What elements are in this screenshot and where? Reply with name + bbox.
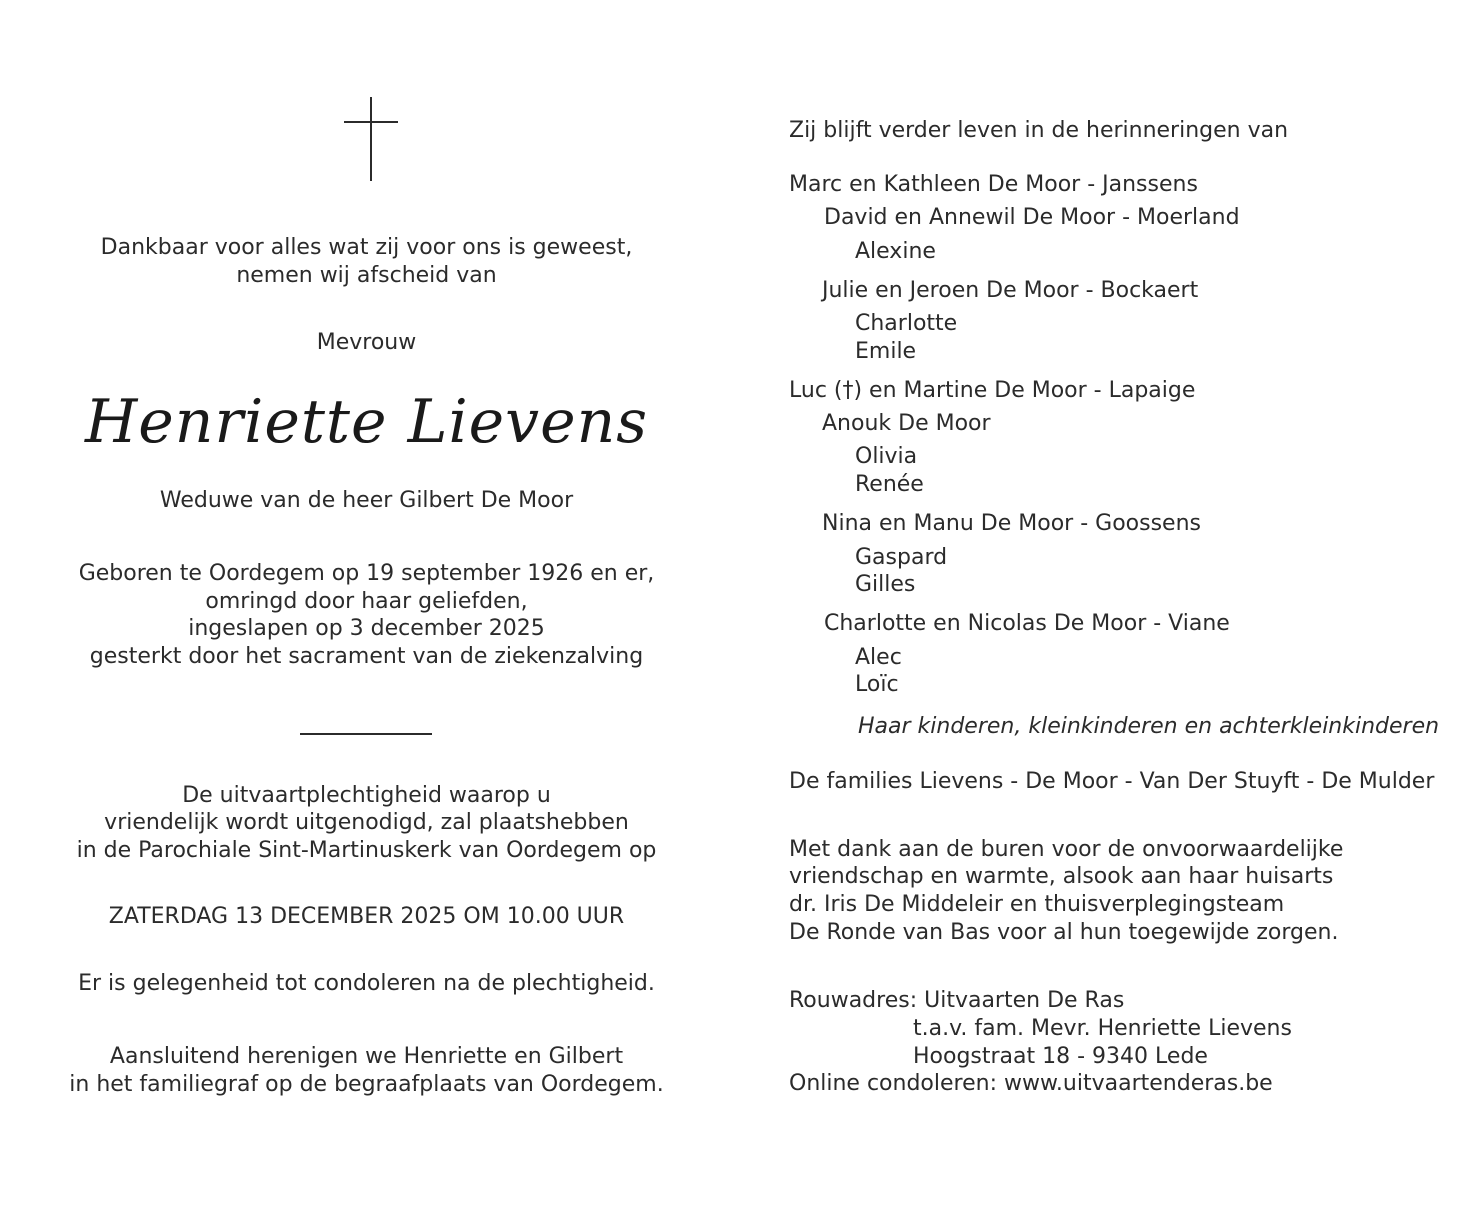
birth-line-3: ingeslapen op 3 december 2025 (188, 616, 545, 641)
thanks-line-1: Met dank aan de buren voor de onvoorwaardelijke (789, 837, 1344, 862)
birth-line-1: Geboren te Oordegem op 19 september 1926 en er, (78, 561, 655, 586)
condolence-note: Er is gelegenheid tot condoleren na de plechtigheid. (78, 971, 655, 996)
family-member: David en Annewil De Moor - Moerland (824, 205, 1240, 230)
memory-heading: Zij blijft verder leven in de herinneringen van (789, 118, 1289, 143)
ceremony-line-3: in de Parochiale Sint-Martinuskerk van Oordegem op (76, 838, 657, 863)
family-member: Charlotte en Nicolas De Moor - Viane (824, 611, 1230, 636)
ceremony-date: ZATERDAG 13 DECEMBER 2025 OM 10.00 UUR (108, 904, 625, 929)
address-line-3: Hoogstraat 18 - 9340 Lede (913, 1044, 1208, 1069)
children-caption: Haar kinderen, kleinkinderen en achterkleinkinderen (858, 714, 1440, 739)
family-member: Alexine (855, 239, 936, 264)
thanks-line-2: vriendschap en warmte, alsook aan haar huisarts (789, 864, 1334, 889)
family-member: Alec (855, 645, 902, 670)
family-member: Nina en Manu De Moor - Goossens (822, 511, 1201, 536)
family-member: Anouk De Moor (822, 411, 991, 436)
divider (300, 733, 432, 735)
widow-of: Weduwe van de heer Gilbert De Moor (159, 488, 574, 513)
intro-line-1: Dankbaar voor alles wat zij voor ons is geweest, (100, 235, 633, 260)
address-line-2: t.a.v. fam. Mevr. Henriette Lievens (913, 1016, 1292, 1041)
family-member: Julie en Jeroen De Moor - Bockaert (822, 278, 1199, 303)
thanks-line-3: dr. Iris De Middeleir en thuisverplegingsteam (789, 892, 1285, 917)
family-member: Loïc (855, 672, 899, 697)
burial-line-1: Aansluitend herenigen we Henriette en Gilbert (109, 1044, 624, 1069)
cross-icon (344, 97, 398, 181)
deceased-name: Henriette Lievens (84, 387, 649, 457)
salutation: Mevrouw (316, 330, 417, 355)
ceremony-line-1: De uitvaartplechtigheid waarop u (182, 783, 551, 808)
burial-line-2: in het familiegraf op de begraafplaats van Oordegem. (69, 1072, 664, 1097)
family-member: Emile (855, 339, 917, 364)
birth-line-4: gesterkt door het sacrament van de ziekenzalving (89, 644, 644, 669)
address-line-1: Rouwadres: Uitvaarten De Ras (789, 988, 1125, 1013)
family-member: Marc en Kathleen De Moor - Janssens (789, 172, 1198, 197)
family-member: Luc (†) en Martine De Moor - Lapaige (789, 378, 1196, 403)
intro-line-2: nemen wij afscheid van (236, 263, 497, 288)
ceremony-line-2: vriendelijk wordt uitgenodigd, zal plaatshebben (104, 810, 629, 835)
families-line: De families Lievens - De Moor - Van Der Stuyft - De Mulder (789, 769, 1435, 794)
family-member: Olivia (855, 444, 918, 469)
birth-line-2: omringd door haar geliefden, (205, 589, 528, 614)
online-condolence-link[interactable]: Online condoleren: www.uitvaartenderas.be (789, 1071, 1273, 1096)
family-member: Charlotte (855, 311, 958, 336)
family-member: Gaspard (855, 545, 948, 570)
family-member: Renée (855, 472, 924, 497)
family-member: Gilles (855, 572, 916, 597)
thanks-line-4: De Ronde van Bas voor al hun toegewijde zorgen. (789, 920, 1339, 945)
